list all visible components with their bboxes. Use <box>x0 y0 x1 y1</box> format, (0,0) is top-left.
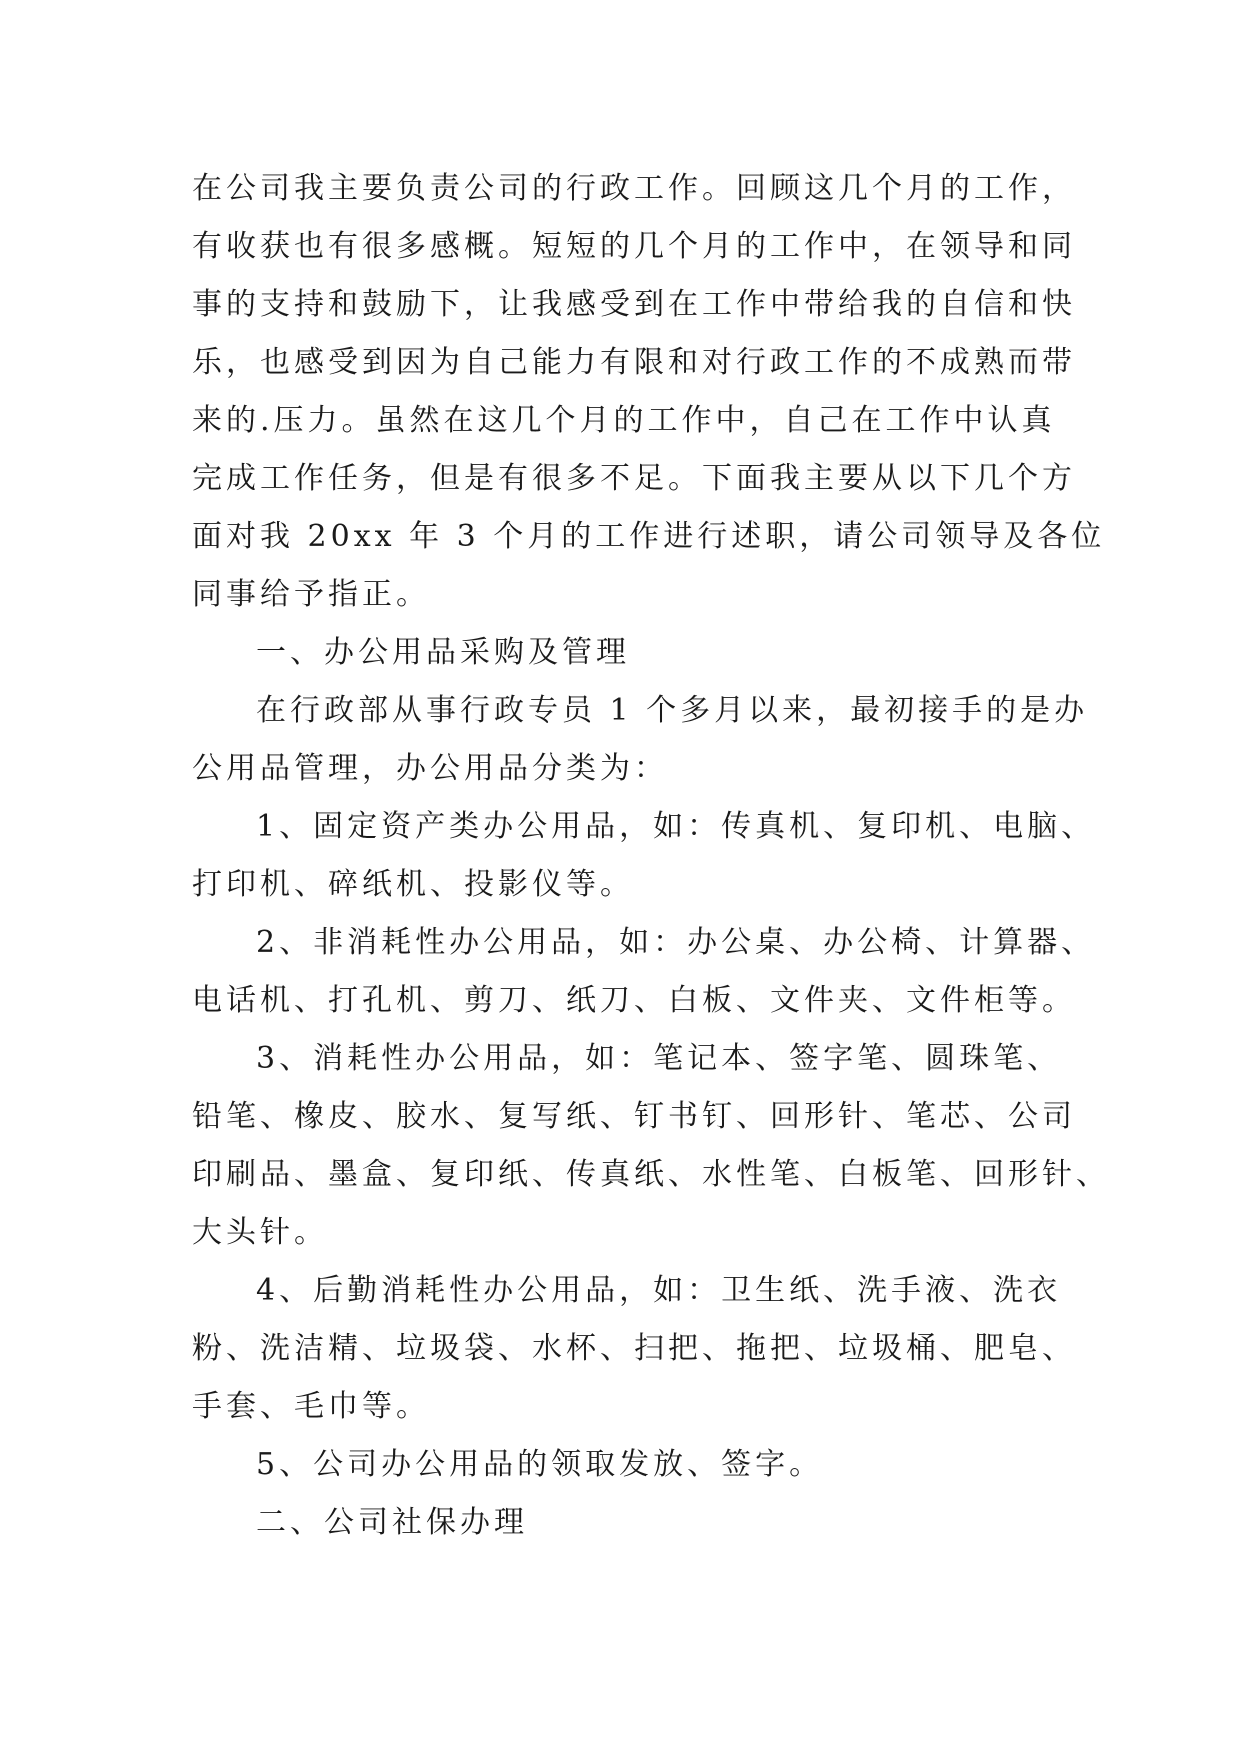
section-heading: 二、公司社保办理 <box>256 1505 528 1540</box>
text-line: 来的.压力。虽然在这几个月的工作中，自己在工作中认真 <box>192 403 1056 438</box>
text-line: 乐，也感受到因为自己能力有限和对行政工作的不成熟而带 <box>192 345 1076 380</box>
document-body <box>192 160 1110 1552</box>
section-heading: 一、办公用品采购及管理 <box>256 635 630 670</box>
list-item: 2、非消耗性办公用品，如：办公桌、办公椅、计算器、 <box>256 925 1096 960</box>
text-line: 在公司我主要负责公司的行政工作。回顾这几个月的工作， <box>192 171 1076 206</box>
list-item: 1、固定资产类办公用品，如：传真机、复印机、电脑、 <box>256 809 1096 844</box>
text-line: 事的支持和鼓励下，让我感受到在工作中带给我的自信和快 <box>192 287 1076 322</box>
list-item: 5、公司办公用品的领取发放、签字。 <box>256 1447 824 1482</box>
text-line: 印刷品、墨盒、复印纸、传真纸、水性笔、白板笔、回形针、 <box>192 1157 1110 1192</box>
text-line: 面对我 20xx 年 3 个月的工作进行述职，请公司领导及各位 <box>192 519 1106 554</box>
text-line: 铅笔、橡皮、胶水、复写纸、钉书钉、回形针、笔芯、公司 <box>192 1099 1076 1134</box>
text-line: 公用品管理，办公用品分类为： <box>192 751 668 786</box>
text-line: 粉、洗洁精、垃圾袋、水杯、扫把、拖把、垃圾桶、肥皂、 <box>192 1331 1076 1366</box>
text-line: 在行政部从事行政专员 1 个多月以来，最初接手的是办 <box>256 693 1089 728</box>
text-line: 完成工作任务，但是有很多不足。下面我主要从以下几个方 <box>192 461 1076 496</box>
text-line: 打印机、碎纸机、投影仪等。 <box>192 867 634 902</box>
list-item: 4、后勤消耗性办公用品，如：卫生纸、洗手液、洗衣 <box>256 1273 1062 1308</box>
text-line: 有收获也有很多感概。短短的几个月的工作中，在领导和同 <box>192 229 1076 264</box>
list-item: 3、消耗性办公用品，如：笔记本、签字笔、圆珠笔、 <box>256 1041 1062 1076</box>
text-line: 电话机、打孔机、剪刀、纸刀、白板、文件夹、文件柜等。 <box>192 983 1076 1018</box>
text-line: 同事给予指正。 <box>192 577 430 612</box>
text-line: 手套、毛巾等。 <box>192 1389 430 1424</box>
text-line: 大头针。 <box>192 1215 328 1250</box>
